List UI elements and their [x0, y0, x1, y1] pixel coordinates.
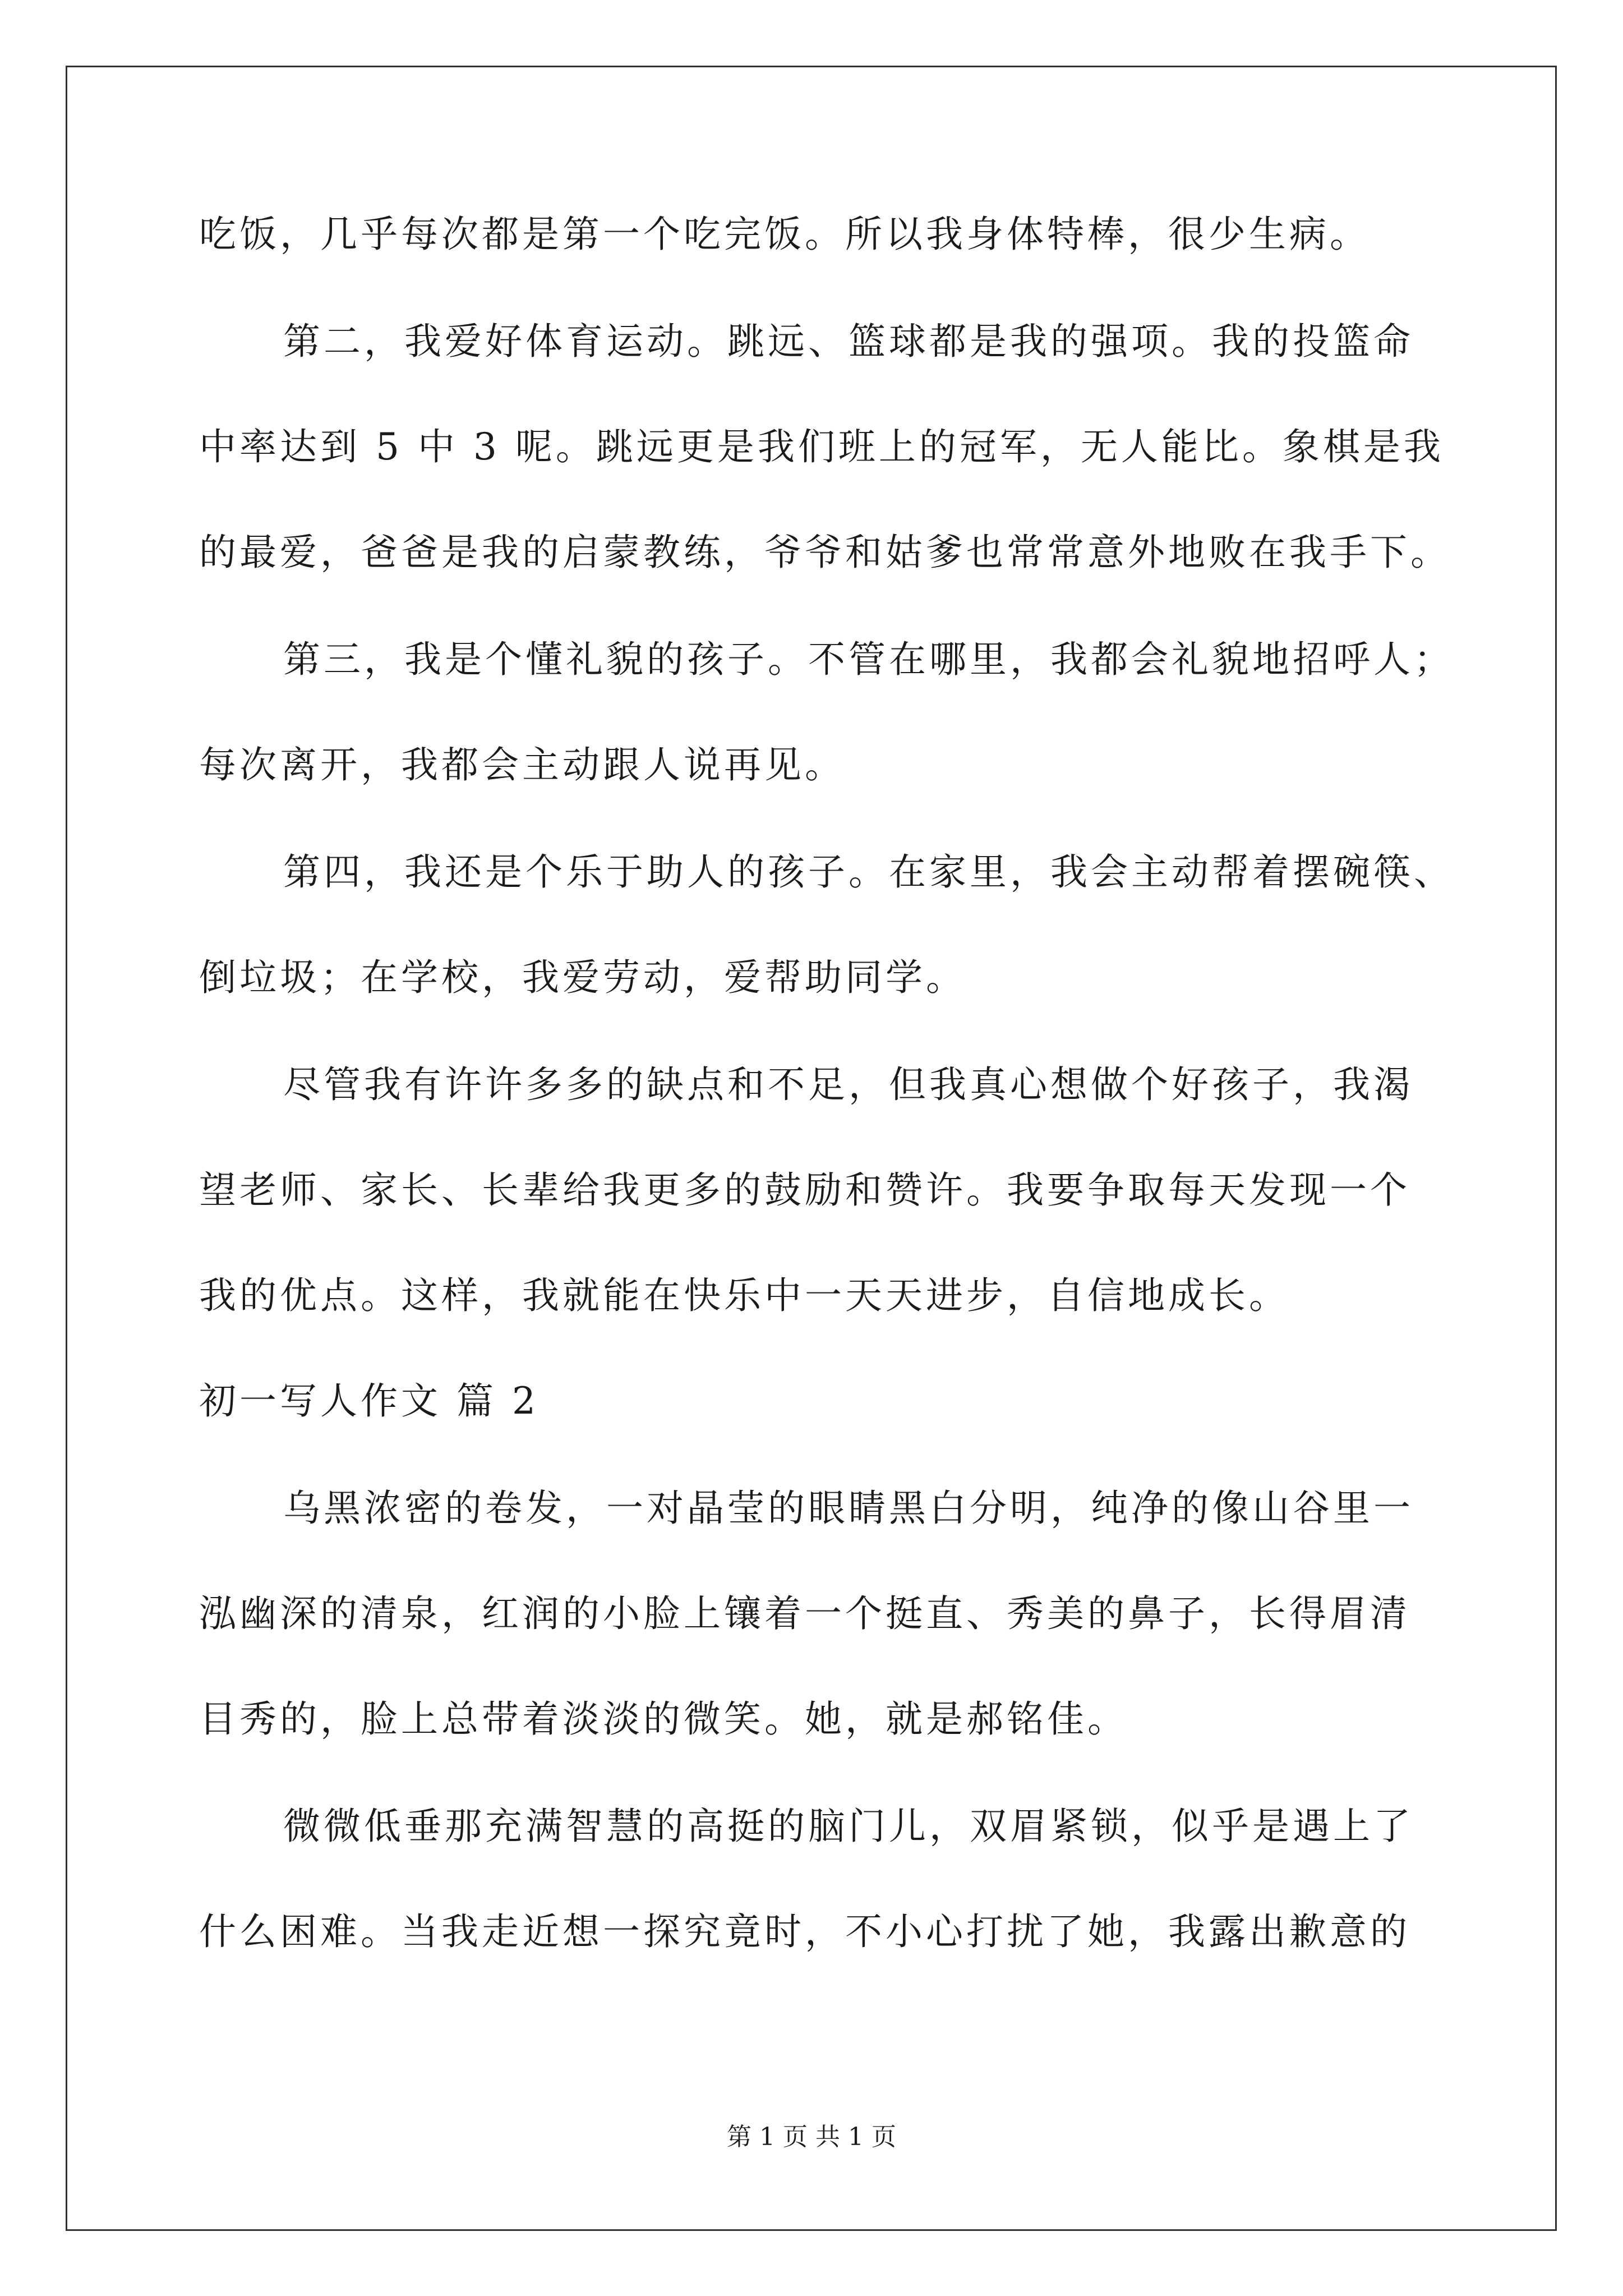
paragraph — [199, 1800, 1450, 1959]
text-line: 第三，我是个懂礼貌的孩子。不管在哪里，我都会礼貌地招呼人； — [283, 638, 1454, 681]
section-heading: 初一写人作文 篇 2 — [199, 1379, 539, 1423]
paragraph — [199, 1058, 1450, 1323]
text-line: 倒垃圾；在学校，我爱劳动，爱帮助同学。 — [199, 956, 966, 999]
paragraph — [199, 633, 1454, 792]
paragraph — [199, 315, 1450, 579]
text-line: 的最爱，爸爸是我的启蒙教练，爷爷和姑爹也常常意外地败在我手下。 — [199, 531, 1451, 574]
text-line: 第四，我还是个乐于助人的孩子。在家里，我会主动帮着摆碗筷、 — [283, 850, 1454, 894]
paragraph — [199, 1481, 1450, 1746]
text-line: 我的优点。这样，我就能在快乐中一天天进步，自信地成长。 — [199, 1274, 1289, 1317]
text-line: 每次离开，我都会主动跟人说再见。 — [199, 743, 845, 786]
page-number-footer: 第 1 页 共 1 页 — [727, 2123, 896, 2151]
document-body — [199, 208, 1454, 1959]
paragraph — [199, 845, 1454, 1005]
text-line: 泓幽深的清泉，红润的小脸上镶着一个挺直、秀美的鼻子，长得眉清 — [199, 1592, 1410, 1635]
text-line: 中率达到 5 中 3 呢。跳远更是我们班上的冠军，无人能比。象棋是我 — [199, 425, 1444, 468]
paragraph — [199, 208, 1450, 261]
text-line: 目秀的，脸上总带着淡淡的微笑。她，就是郝铭佳。 — [199, 1697, 1128, 1741]
text-line: 吃饭，几乎每次都是第一个吃完饭。所以我身体特棒，很少生病。 — [199, 213, 1370, 256]
text-line: 望老师、家长、长辈给我更多的鼓励和赞许。我要争取每天发现一个 — [199, 1168, 1410, 1212]
text-line: 乌黑浓密的卷发，一对晶莹的眼睛黑白分明，纯净的像山谷里一 — [283, 1487, 1414, 1530]
text-line: 第二，我爱好体育运动。跳远、篮球都是我的强项。我的投篮命 — [283, 320, 1414, 363]
text-line: 尽管我有许许多多的缺点和不足，但我真心想做个好孩子，我渴 — [283, 1063, 1414, 1106]
text-line: 什么困难。当我走近想一探究竟时，不小心打扰了她，我露出歉意的 — [199, 1910, 1410, 1953]
text-line: 微微低垂那充满智慧的高挺的脑门儿，双眉紧锁，似乎是遇上了 — [283, 1805, 1414, 1848]
